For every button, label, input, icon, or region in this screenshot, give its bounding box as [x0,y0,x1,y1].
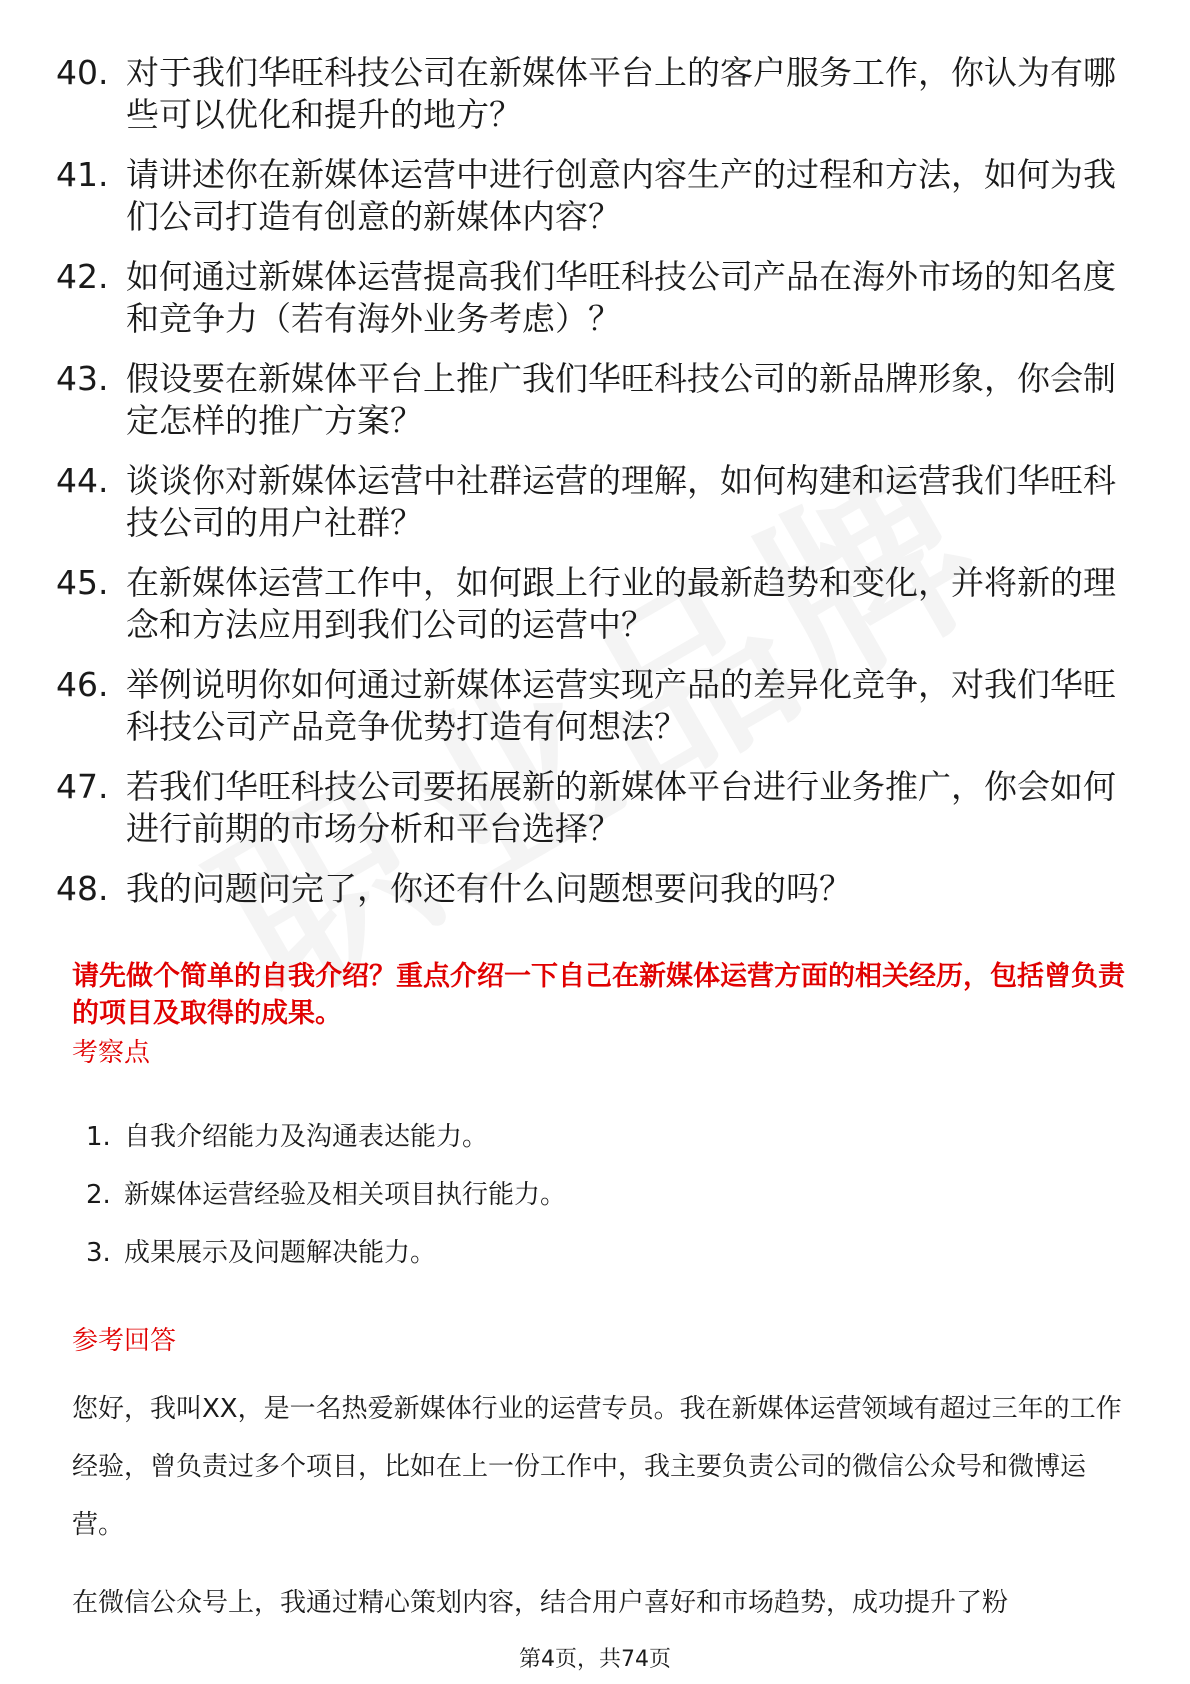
question-item [56,358,1136,442]
question-number: 48. [56,869,109,908]
question-text: 在新媒体运营工作中，如何跟上行业的最新趋势和变化，并将新的理念和方法应用到我们公司的运营中？ [126,563,1116,644]
question-text: 我的问题问完了，你还有什么问题想要问我的吗？ [126,869,852,908]
point-number: 2. [86,1180,111,1210]
point-number: 3. [86,1238,111,1268]
answer-paragraph: 在微信公众号上，我通过精心策划内容，结合用户喜好和市场趋势，成功提升了粉 [72,1588,1009,1618]
question-number: 43. [56,359,109,398]
question-text: 如何通过新媒体运营提高我们华旺科技公司产品在海外市场的知名度和竞争力（若有海外业务考虑）？ [126,257,1116,338]
question-number: 44. [56,461,109,500]
page-footer: 第4页，共74页 [519,1647,671,1672]
question-text: 请讲述你在新媒体运营中进行创意内容生产的过程和方法，如何为我们公司打造有创意的新媒体内容？ [126,155,1116,236]
question-number: 42. [56,257,109,296]
question-item [56,52,1136,136]
question-text: 假设要在新媒体平台上推广我们华旺科技公司的新品牌形象，你会制定怎样的推广方案？ [126,359,1116,440]
question-number: 46. [56,665,109,704]
examine-label: 考察点 [72,1038,151,1068]
question-item [56,766,1136,850]
question-number: 41. [56,155,109,194]
answer-paragraph: 您好，我叫XX，是一名热爱新媒体行业的运营专员。我在新媒体运营领域有超过三年的工作经验，曾负责过多个项目，比如在上一份工作中，我主要负责公司的微信公众号和微博运营。 [72,1394,1122,1540]
question-list [56,52,1136,928]
question-text: 谈谈你对新媒体运营中社群运营的理解，如何构建和运营我们华旺科技公司的用户社群？ [126,461,1116,542]
question-text: 举例说明你如何通过新媒体运营实现产品的差异化竞争，对我们华旺科技公司产品竞争优势打造有何想法？ [126,665,1116,746]
question-item [56,460,1136,544]
question-text: 对于我们华旺科技公司在新媒体平台上的客户服务工作，你认为有哪些可以优化和提升的地方？ [126,53,1116,134]
question-number: 40. [56,53,109,92]
examine-points-list [86,1120,1126,1294]
question-item [56,868,1136,910]
question-item [56,664,1136,748]
question-item [56,256,1136,340]
list-item [86,1120,1126,1154]
question-number: 47. [56,767,109,806]
question-item [56,562,1136,646]
question-text: 若我们华旺科技公司要拓展新的新媒体平台进行业务推广，你会如何进行前期的市场分析和平台选择？ [126,767,1116,848]
list-item [86,1178,1126,1212]
question-item [56,154,1136,238]
point-number: 1. [86,1122,111,1152]
list-item [86,1236,1126,1270]
point-text: 新媒体运营经验及相关项目执行能力。 [124,1180,567,1210]
point-text: 成果展示及问题解决能力。 [124,1238,437,1268]
question-number: 45. [56,563,109,602]
section-title: 请先做个简单的自我介绍？重点介绍一下自己在新媒体运营方面的相关经历，包括曾负责的项目及取得的成果。 [72,961,1125,1029]
reference-label: 参考回答 [72,1326,177,1356]
point-text: 自我介绍能力及沟通表达能力。 [124,1122,489,1152]
